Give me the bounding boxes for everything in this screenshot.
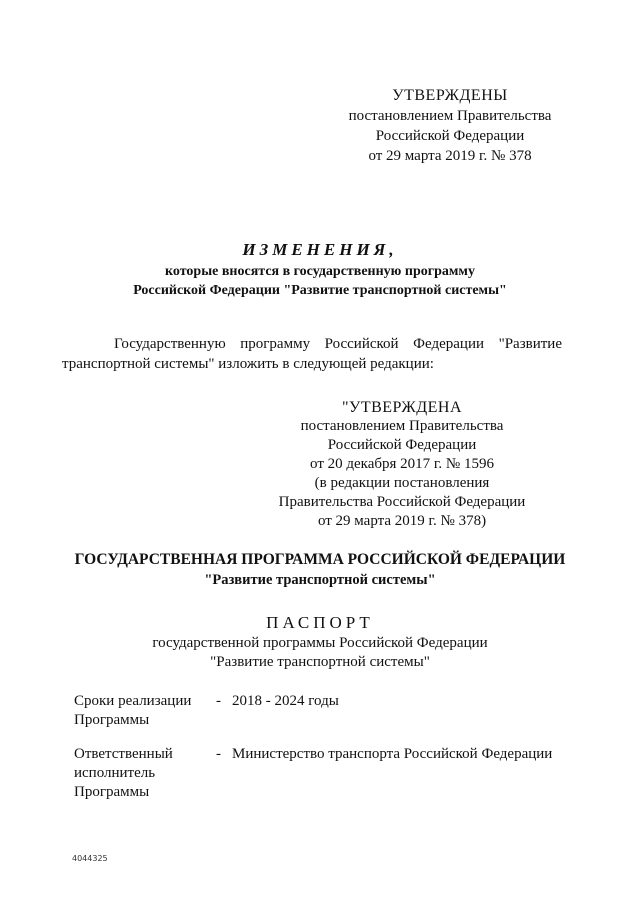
changes-subtitle-line: Российской Федерации "Развитие транспортной системы" [133,283,507,298]
row-dash: - [216,693,221,709]
program-title: ГОСУДАРСТВЕННАЯ ПРОГРАММА РОССИЙСКОЙ ФЕДЕРАЦИИ [74,551,566,568]
approval-stamp-program [268,398,536,531]
row-label [74,745,204,802]
passport-line: государственной программы Российской Федерации [152,635,488,651]
passport-block [0,612,640,672]
passport-line: "Развитие транспортной системы" [210,654,430,670]
approval2-line: Правительства Российской Федерации [278,494,526,510]
approval2-line: Российской Федерации [327,437,477,453]
intro-paragraph [62,334,562,374]
program-title-block [0,550,640,590]
approval-line: постановлением Правительства [348,108,552,124]
row-value: Министерство транспорта Российской Федерации [232,746,553,762]
document-code: 4044325 [72,854,108,863]
approval-line: от 29 марта 2019 г. № 378 [368,148,532,164]
row-value: 2018 - 2024 годы [232,693,339,709]
approval2-heading: "УТВЕРЖДЕНА [341,399,463,416]
approval-heading: УТВЕРЖДЕНЫ [392,87,508,104]
program-subtitle: "Развитие транспортной системы" [204,572,436,588]
intro-line: Государственную программу Российской Федерации "Развитие [114,336,562,352]
row-label [74,692,204,730]
changes-subtitle-line: которые вносятся в государственную программу [165,264,475,279]
approval2-line: от 29 марта 2019 г. № 378) [317,513,487,529]
row-label-line: Ответственный [74,746,173,762]
approval2-line: (в редакции постановления [314,475,490,491]
changes-title: ИЗМЕНЕНИЯ, [242,240,398,259]
approval2-line: постановлением Правительства [300,418,504,434]
row-label-line: Программы [74,784,150,800]
intro-line: транспортной системы" изложить в следующей редакции: [62,356,434,372]
passport-heading: ПАСПОРТ [266,613,374,632]
changes-title-block [0,238,640,300]
approval2-line: от 20 декабря 2017 г. № 1596 [310,456,494,472]
row-label-line: Программы [74,712,150,728]
approval-stamp [330,86,570,166]
row-label-line: исполнитель [74,765,156,781]
row-dash: - [216,746,221,762]
row-label-line: Сроки реализации [74,693,192,709]
approval-line: Российской Федерации [375,128,525,144]
